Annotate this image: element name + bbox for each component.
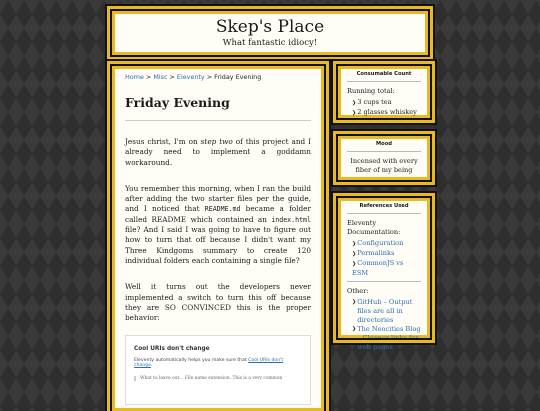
divider [347, 151, 421, 152]
post-title: Friday Evening [125, 95, 230, 110]
chevron-right-icon: ❯ [352, 261, 357, 267]
emphasis: step two [200, 137, 233, 146]
text: Eleventy automatically helps you make sure that [134, 358, 249, 364]
list-item [352, 259, 421, 278]
mood-text: Incensed with every fiber of my being [350, 157, 418, 174]
list-item [352, 108, 421, 118]
site-header [112, 11, 428, 55]
chevron-right-icon: ❯ [352, 241, 357, 247]
references-heading-eleventy: Eleventy Documentation: [347, 219, 401, 236]
site-title[interactable]: Skep's Place [215, 17, 325, 37]
breadcrumb-misc[interactable]: Misc [153, 73, 168, 81]
inline-code: index.html [271, 215, 311, 224]
breadcrumb-home[interactable]: Home [125, 73, 144, 81]
reference-link[interactable]: CommonJS vs ESM [352, 259, 404, 277]
chevron-right-icon: ❯ [352, 100, 357, 106]
breadcrumb [125, 73, 311, 81]
divider [347, 213, 421, 214]
chevron-right-icon: ❯ [352, 251, 357, 257]
list-item [352, 325, 421, 352]
list-item [352, 249, 421, 259]
consumable-subtitle: Running total: [347, 87, 395, 95]
consumable-count-box [338, 66, 430, 118]
divider [347, 281, 421, 282]
site-tagline: What fantastic idiocy! [222, 38, 318, 48]
list-item [352, 298, 421, 325]
breadcrumb-separator: > [206, 73, 213, 81]
breadcrumb-eleventy[interactable]: Eleventy [176, 73, 205, 81]
inline-code: README.md [204, 205, 241, 214]
reference-link[interactable]: The Neocities Blog – Cleaner links for web pages [357, 325, 421, 351]
screenshot-title: Cool URIs don't change [134, 346, 210, 353]
divider [347, 81, 421, 82]
chevron-right-icon: ❯ [352, 110, 357, 116]
item-label: 2 glasses whiskey [357, 108, 417, 116]
item-label: 3 cups tea [357, 98, 392, 106]
text: You remember this morning, when I ran the build after adding the two starter files per the guide, and I noticed that [125, 183, 311, 214]
references-list-eleventy [352, 239, 421, 278]
reference-link[interactable]: Configuration [357, 239, 404, 247]
breadcrumb-current: Friday Evening [214, 73, 262, 81]
embedded-screenshot [125, 335, 311, 405]
consumable-list [352, 98, 421, 118]
reference-link[interactable]: Permalinks [357, 249, 395, 257]
paragraph-3: Well it turns out the developers never implemented a switch to turn this off because they are SO CONVINCED this is the proper behavior: [125, 282, 311, 323]
references-list-other [352, 298, 421, 352]
paragraph-1 [125, 137, 311, 168]
references-heading-other: Other: [347, 287, 369, 295]
breadcrumb-separator: > [145, 73, 152, 81]
paragraph-2 [125, 184, 311, 266]
text: of this project and I already need to implement a goddamn workaround. [125, 137, 311, 167]
chevron-right-icon: ❯ [352, 299, 357, 305]
screenshot-quote: What to leave out... File name extension. This is a very common [134, 376, 302, 381]
mood-box [338, 136, 430, 180]
list-item [352, 239, 421, 249]
screenshot-link: Cool URIs don't change [134, 358, 284, 369]
breadcrumb-separator: > [169, 73, 175, 81]
consumable-title: Consumable Count [356, 71, 412, 77]
text: Jesus christ, I'm on [125, 137, 201, 146]
references-box [338, 198, 430, 351]
main-content [112, 66, 324, 411]
list-item [352, 98, 421, 108]
references-title: References Used [359, 203, 409, 209]
chevron-right-icon: ❯ [352, 326, 357, 332]
text: . [150, 363, 153, 369]
text: became a folder called README which contained an [125, 204, 311, 224]
title-divider [125, 120, 311, 121]
screenshot-line [134, 358, 302, 368]
reference-link[interactable]: GitHub – Output files are all in directories [357, 298, 413, 324]
text: file? And I said I was going to have to figure out how to turn that off because I didn't want my Three Kindgoms summary to create 120 individual folders each containing a single file? [125, 225, 311, 265]
mood-title: Mood [375, 141, 392, 147]
